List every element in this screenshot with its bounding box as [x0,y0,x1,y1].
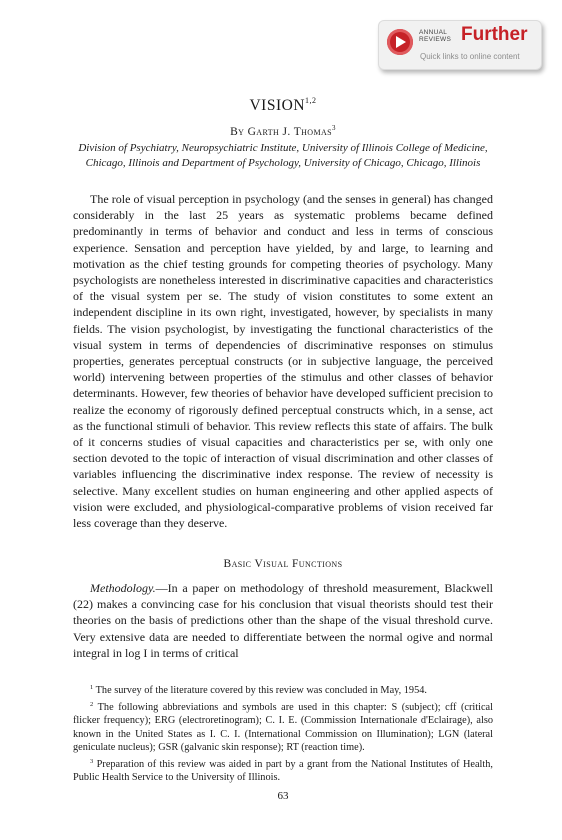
intro-paragraph: The role of visual perception in psychology (and the senses in general) has changed considerably in the last 25 years as systematic problems became defined predominantly in terms of behavior and conduct and less in terms of conscious experience. Sensation and perception have yielded, by and large, to learning and motivation as the chief testing grounds for competing theories of psychology. Many psychologists are nonetheless interested in discriminative capacities and characteristics of the visual system per se. The study of vision constitutes to some extent an independent discipline in its own right, investigated, however, by specialists in many fields. The vision psychologist, by investigating the functional characteristics of the visual system in terms of dependencies of discriminative responses on stimulus properties, generates perceptual constructs (or in subjective language, the perceived world) intervening between properties of the stimulus and other classes of behavior determinants. However, few theories of behavior have developed sufficient precision to realize the economy of rigorously defined perceptual constructs which, in a sense, act as the functional stimuli of behavior. This review reflects this state of affairs. The bulk of it concerns studies of visual capacities and characteristics per se, with only one section devoted to the topic of interaction of visual discrimination and other classes of variables influencing the discriminative index response. The review of necessity is selective. Many excellent studies on human engineering and other applied aspects of vision were excluded, and physiological-comparative problems of vision received far less coverage than they deserve. [73,192,493,531]
methodology-paragraph [73,580,493,661]
author-footnote-mark: 3 [332,124,336,132]
page-number: 63 [277,790,289,802]
author-affiliation: Division of Psychiatry, Neuropsychiatric Institute, University of Illinois College of Medicine, Chicago, Illinois and Department of Psychology, University of Chicago, Chicago, Illinois [78,142,488,169]
article-title: VISION$^{1,2}$ [249,96,317,114]
footnotes [73,681,493,785]
title-footnote-marks: 1,2 [305,96,317,105]
annual-reviews-further-badge[interactable] [378,20,542,70]
intro-section [73,191,493,531]
methodology-lead: Methodology. [90,581,156,595]
play-arrow-icon [387,29,413,55]
footnote-1: $^1$ The survey of the literature covered by this review was concluded in May, 1954. [90,684,427,696]
footnote-3: $^3$ Preparation of this review was aided in part by a grant from the National Institutes of Health, Public Health Service to the University of Illinois. [73,757,493,783]
quick-links-label: Quick links to online content [420,52,520,61]
author-byline: By Garth J. Thomas$^3$ [230,124,336,138]
footnote-2: $^2$ The following abbreviations and symbols are used in this chapter: S (subject); cff (critical flicker frequency); ERG (electroretinogram); C. I. E. (Commission Internationale d'Eclairage), also known in the United States as I. C. I. (International Commission on Illumination); LGN (lateral geniculate nucleus); GSR (galvanic skin response); RT (reaction time). [73,700,493,753]
section-heading: Basic Visual Functions [223,558,343,570]
methodology-section [73,580,493,661]
methodology-text: —In a paper on methodology of threshold measurement, Blackwell (22) makes a convincing case for his conclusion that visual theorists should test their theories on the basis of predictions other than the shape of the visual threshold curve. Very extensive data are needed to differentiate between the normal ogive and normal integral in log I in terms of critical [73,581,493,660]
further-label: Further [461,24,528,45]
annual-reviews-logo-text: ANNUAL REVIEWS [419,29,452,43]
